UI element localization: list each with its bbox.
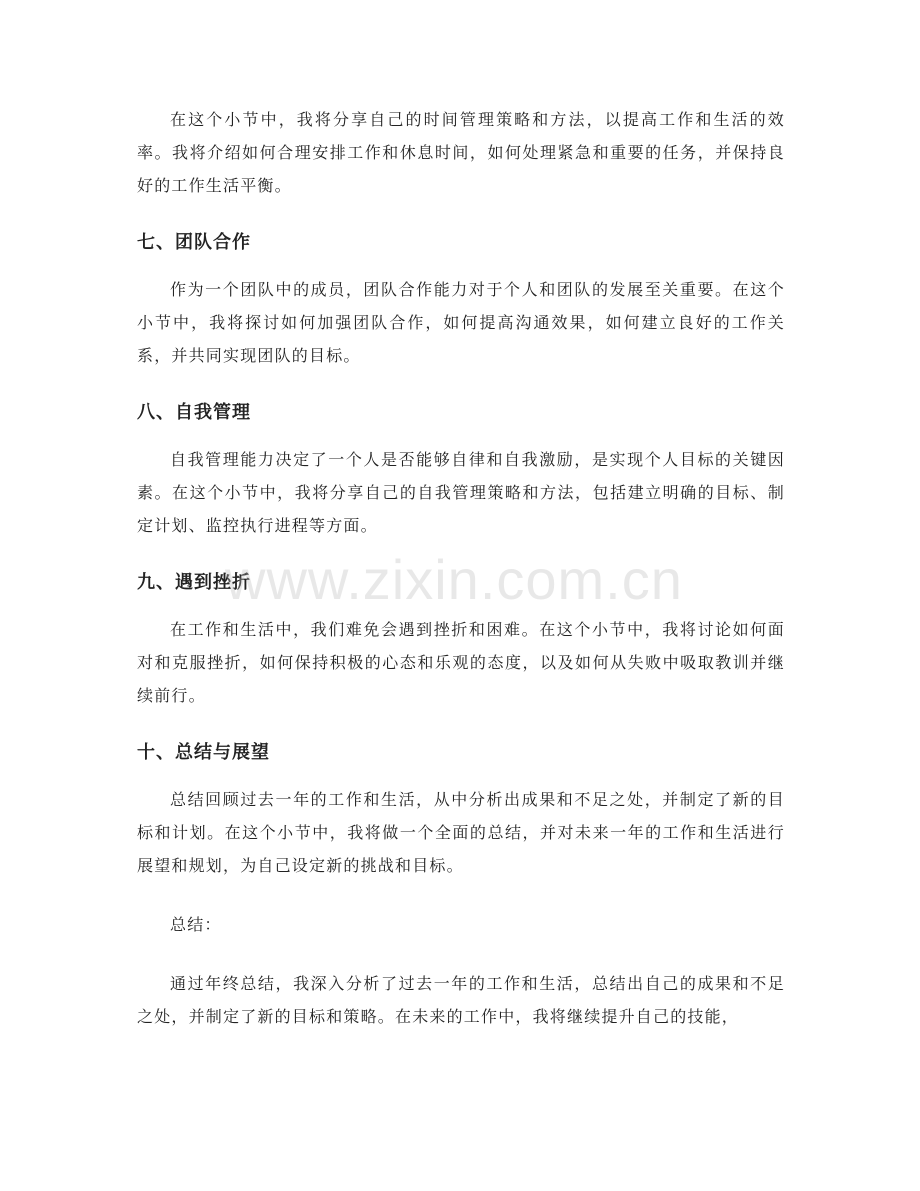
document-body: [137, 103, 785, 1059]
section-paragraph-summary-outlook: 总结回顾过去一年的工作和生活，从中分析出成果和不足之处，并制定了新的目标和计划。在这个小节中，我将做一个全面的总结，并对未来一年的工作和生活进行展望和规划，为自己设定新的挑战和目标。: [137, 790, 785, 875]
section-paragraph-team-cooperation: 作为一个团队中的成员，团队合作能力对于个人和团队的发展至关重要。在这个小节中，我将探讨如何加强团队合作，如何提高沟通效果，如何建立良好的工作关系，并共同实现团队的目标。: [137, 280, 785, 365]
section-heading-summary-outlook: 十、总结与展望: [137, 742, 270, 763]
section-heading-team-cooperation: 七、团队合作: [137, 232, 251, 253]
summary-label: 总结：: [170, 915, 222, 934]
intro-paragraph: 在这个小节中，我将分享自己的时间管理策略和方法，以提高工作和生活的效率。我将介绍如何合理安排工作和休息时间，如何处理紧急和重要的任务，并保持良好的工作生活平衡。: [137, 110, 785, 195]
section-paragraph-self-management: 自我管理能力决定了一个人是否能够自律和自我激励，是实现个人目标的关键因素。在这个小节中，我将分享自己的自我管理策略和方法，包括建立明确的目标、制定计划、监控执行进程等方面。: [137, 450, 785, 535]
section-heading-setbacks: 九、遇到挫折: [137, 572, 251, 593]
watermark: www.zixin.com.cn: [225, 548, 683, 611]
section-paragraph-setbacks: 在工作和生活中，我们难免会遇到挫折和困难。在这个小节中，我将讨论如何面对和克服挫折，如何保持积极的心态和乐观的态度，以及如何从失败中吸取教训并继续前行。: [137, 620, 785, 705]
section-heading-self-management: 八、自我管理: [137, 402, 251, 423]
summary-paragraph: 通过年终总结，我深入分析了过去一年的工作和生活，总结出自己的成果和不足之处，并制定了新的目标和策略。在未来的工作中，我将继续提升自己的技能，: [137, 974, 785, 1026]
